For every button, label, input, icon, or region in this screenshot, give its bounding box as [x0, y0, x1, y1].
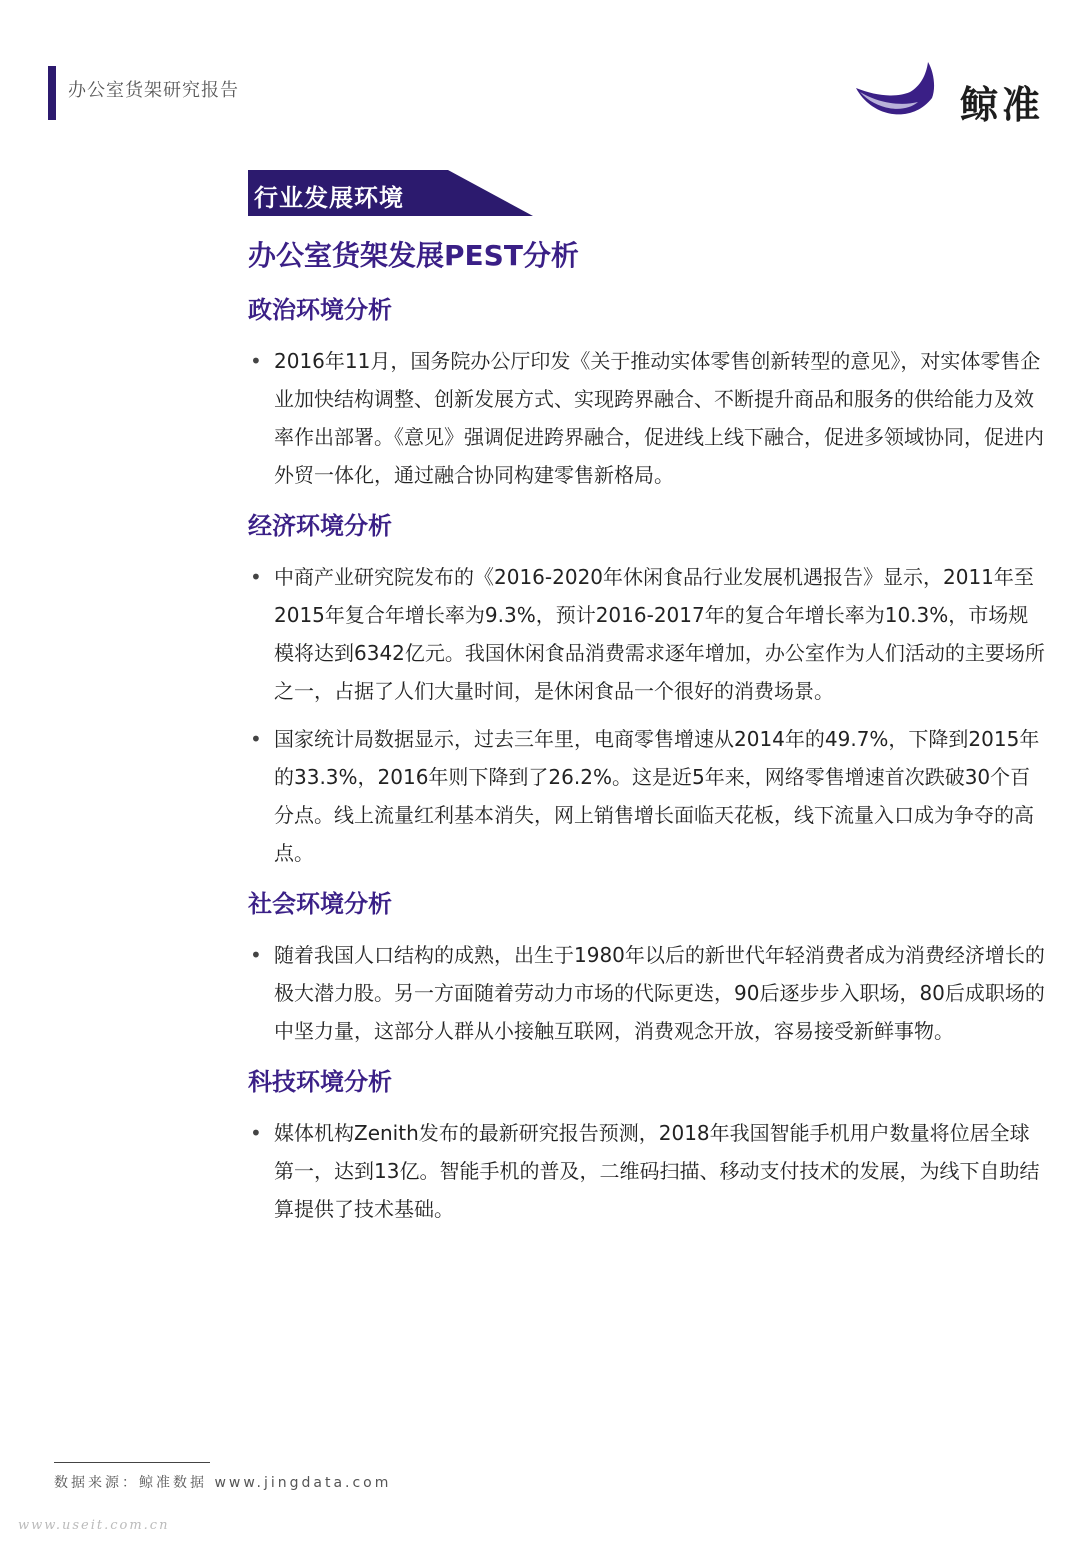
paragraph-text: 媒体机构Zenith发布的最新研究报告预测，2018年我国智能手机用户数量将位居全球第一，达到13亿。智能手机的普及，二维码扫描、移动支付技术的发展，为线下自助结算提供了技术基础。	[274, 1121, 1040, 1221]
data-source-note: 数据来源：鲸准数据 www.jingdata.com	[54, 1475, 392, 1491]
paragraph-text: 2016年11月，国务院办公厅印发《关于推动实体零售创新转型的意见》，对实体零售企业加快结构调整、创新发展方式、实现跨界融合、不断提升商品和服务的供给能力及效率作出部署。《意见》强调促进跨界融合，促进线上线下融合，促进多领域协同，促进内外贸一体化，通过融合协同构建零售新格局。	[274, 349, 1044, 487]
section-heading: 科技环境分析	[248, 1068, 392, 1096]
bullet-paragraph	[248, 558, 1048, 710]
economic-section	[248, 508, 1048, 872]
bullet-icon: •	[250, 1121, 262, 1145]
section-banner-label: 行业发展环境	[254, 184, 404, 212]
watermark: www.useit.com.cn	[18, 1518, 170, 1533]
section-heading: 经济环境分析	[248, 512, 392, 540]
report-title: 办公室货架研究报告	[68, 80, 239, 101]
bullet-icon: •	[250, 943, 262, 967]
bullet-paragraph	[248, 936, 1048, 1050]
bullet-paragraph	[248, 342, 1048, 494]
social-section	[248, 886, 1048, 1050]
technology-section	[248, 1064, 1048, 1228]
paragraph-text: 随着我国人口结构的成熟，出生于1980年以后的新世代年轻消费者成为消费经济增长的极大潜力股。另一方面随着劳动力市场的代际更迭，90后逐步步入职场，80后成职场的中坚力量，这部分人群从小接触互联网，消费观念开放，容易接受新鲜事物。	[274, 943, 1045, 1043]
bullet-paragraph	[248, 1114, 1048, 1228]
section-heading: 政治环境分析	[248, 296, 392, 324]
logo-wordmark: 鲸准	[960, 83, 1045, 127]
bullet-icon: •	[250, 727, 262, 751]
page-title: 办公室货架发展PEST分析	[248, 239, 579, 272]
paragraph-text: 国家统计局数据显示，过去三年里，电商零售增速从2014年的49.7%，下降到2015年的33.3%，2016年则下降到了26.2%。这是近5年来，网络零售增速首次跌破30个百分点。线上流量红利基本消失，网上销售增长面临天花板，线下流量入口成为争夺的高点。	[274, 727, 1040, 865]
bullet-icon: •	[250, 349, 262, 373]
jingdata-logo	[852, 58, 1052, 128]
pest-content	[248, 292, 1048, 1242]
header-accent-bar	[48, 66, 56, 120]
section-heading: 社会环境分析	[248, 890, 392, 918]
bullet-paragraph	[248, 720, 1048, 872]
political-section	[248, 292, 1048, 494]
paragraph-text: 中商产业研究院发布的《2016-2020年休闲食品行业发展机遇报告》显示，2011年至2015年复合年增长率为9.3%，预计2016-2017年的复合年增长率为10.3%，市场规模将达到6342亿元。我国休闲食品消费需求逐年增加，办公室作为人们活动的主要场所之一，占据了人们大量时间，是休闲食品一个很好的消费场景。	[274, 565, 1045, 703]
whale-logo-icon	[852, 58, 942, 128]
section-banner	[248, 170, 533, 216]
footer-divider	[54, 1462, 210, 1463]
bullet-icon: •	[250, 565, 262, 589]
